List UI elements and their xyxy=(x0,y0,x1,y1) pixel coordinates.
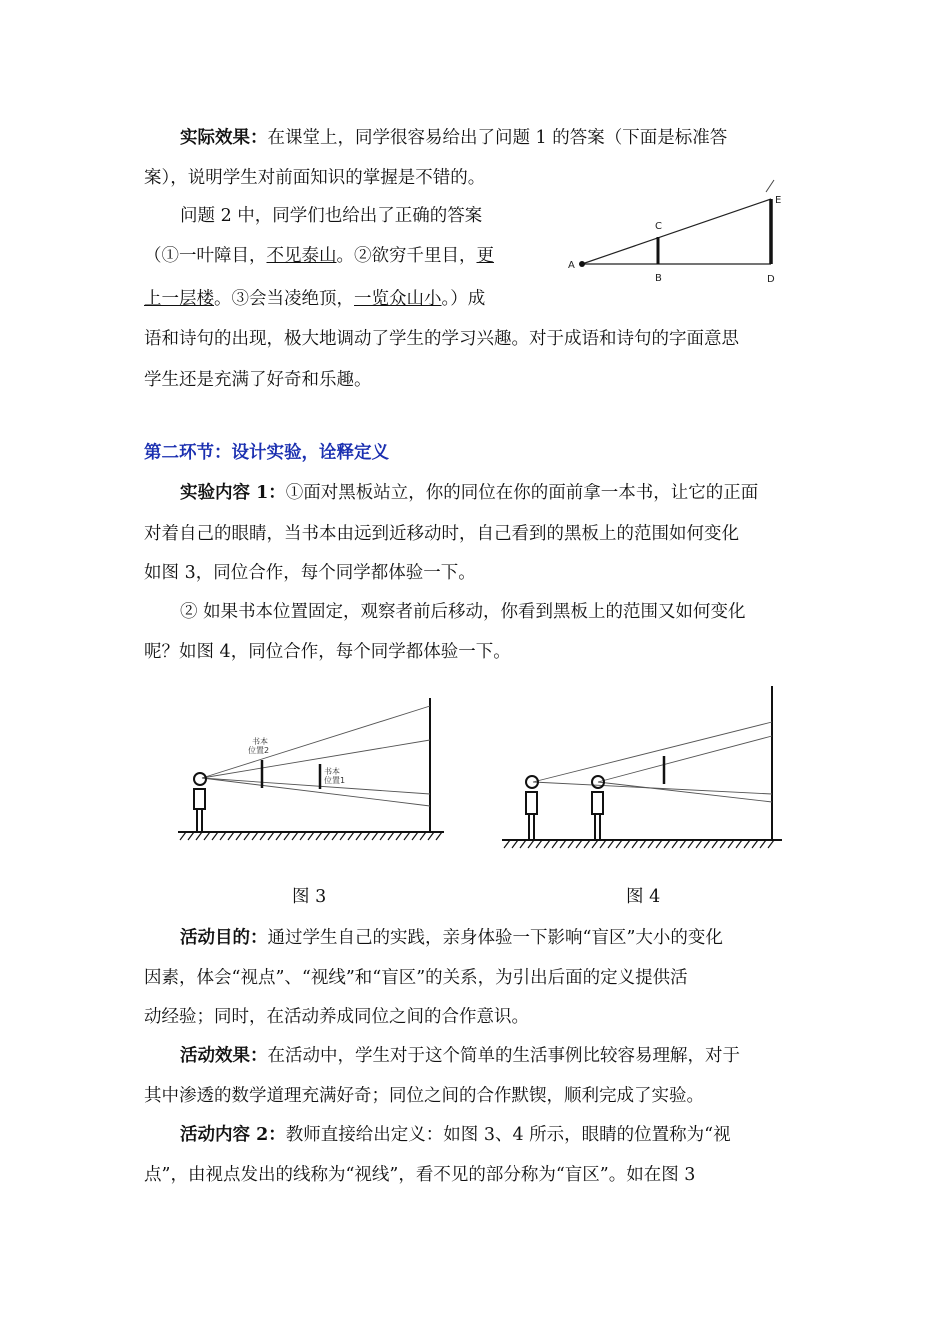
text-span: （①一叶障目， xyxy=(144,246,267,266)
label-a: A xyxy=(568,260,575,271)
tick-top xyxy=(766,180,774,192)
text-span: 在活动中，学生对于这个简单的生活事例比较容易理解，对于 xyxy=(267,1046,740,1066)
point-a xyxy=(579,261,585,267)
label-book-pos2-sub: 位置2 xyxy=(248,746,270,755)
label-e: E xyxy=(775,195,782,206)
text-line: 案），说明学生对前面知识的掌握是不错的。 xyxy=(144,168,486,188)
text-line xyxy=(180,1123,731,1147)
text-line: 语和诗句的出现，极大地调动了学生的学习兴趣。对于成语和诗句的字面意思 xyxy=(144,329,739,349)
observer-figure xyxy=(194,773,206,832)
ground-hatch xyxy=(504,840,774,848)
actual-effect-label: 实际效果： xyxy=(180,128,268,148)
text-line: 对着自己的眼睛，当书本由远到近移动时，自己看到的黑板上的范围如何变化 xyxy=(144,524,739,544)
figure-3-caption: 图 3 xyxy=(292,887,327,907)
similar-triangle-figure xyxy=(560,178,790,290)
text-line: 点”，由视点发出的线称为“视线”，看不见的部分称为“盲区”。如在图 3 xyxy=(144,1165,696,1185)
ray-ae xyxy=(582,199,771,264)
experiment-label: 实验内容 1： xyxy=(180,483,286,503)
label-c: C xyxy=(655,221,662,232)
text-line xyxy=(180,481,758,505)
label-book-pos2: 书本 xyxy=(252,737,268,746)
text-line: 学生还是充满了好奇和乐趣。 xyxy=(144,370,372,390)
underlined-poem: 更 xyxy=(476,246,494,266)
underlined-poem: 一览众山小 xyxy=(354,289,442,309)
text-span: 通过学生自己的实践，亲身体验一下影响“盲区”大小的变化 xyxy=(267,928,723,948)
text-line xyxy=(180,926,723,950)
text-line xyxy=(180,1044,740,1068)
effect-label: 活动效果： xyxy=(180,1046,268,1066)
underlined-poem: 上一层楼 xyxy=(144,289,214,309)
text-span: ①面对黑板站立，你的同位在你的面前拿一本书，让它的正面 xyxy=(285,483,759,503)
text-span: 。）成 xyxy=(441,289,486,309)
purpose-label: 活动目的： xyxy=(180,928,268,948)
text-line: 如图 3，同位合作，每个同学都体验一下。 xyxy=(144,563,476,583)
paragraph-actual-effect xyxy=(180,126,727,150)
text-span: 。②欲穷千里目， xyxy=(336,246,477,266)
figure-4-diagram xyxy=(500,684,785,850)
label-b: B xyxy=(655,273,662,284)
text-span: 。③会当凌绝顶， xyxy=(214,289,354,309)
section-heading: 第二环节：设计实验，诠释定义 xyxy=(144,443,389,463)
sight-lines xyxy=(202,706,430,806)
figure-3-diagram xyxy=(176,690,446,850)
figure-4-caption: 图 4 xyxy=(626,887,661,907)
label-d: D xyxy=(767,274,775,285)
content2-label: 活动内容 2： xyxy=(180,1125,286,1145)
text-line: 动经验；同时，在活动养成同位之间的合作意识。 xyxy=(144,1007,529,1027)
label-book-pos1: 书本 xyxy=(324,767,340,776)
sight-lines xyxy=(533,722,772,802)
ground-hatch xyxy=(180,832,442,840)
text-line: 其中渗透的数学道理充满好奇；同位之间的合作默锲，顺利完成了实验。 xyxy=(144,1086,704,1106)
underlined-idiom: 不见泰山 xyxy=(266,246,337,266)
text-line: 问题 2 中，同学们也给出了正确的答案 xyxy=(180,206,483,226)
text-line: 因素，体会“视点”、“视线”和“盲区”的关系，为引出后面的定义提供活 xyxy=(144,968,688,988)
observer-far xyxy=(526,776,538,840)
text-line xyxy=(144,287,485,311)
text-line: 在课堂上，同学很容易给出了问题 1 的答案（下面是标准答 xyxy=(267,128,728,148)
text-line: 呢？如图 4，同位合作，每个同学都体验一下。 xyxy=(144,642,511,662)
label-book-pos1-sub: 位置1 xyxy=(324,776,346,785)
text-span: 教师直接给出定义：如图 3、4 所示，眼睛的位置称为“视 xyxy=(285,1125,731,1145)
text-line: ② 如果书本位置固定，观察者前后移动，你看到黑板上的范围又如何变化 xyxy=(180,602,746,622)
text-line xyxy=(144,244,494,268)
